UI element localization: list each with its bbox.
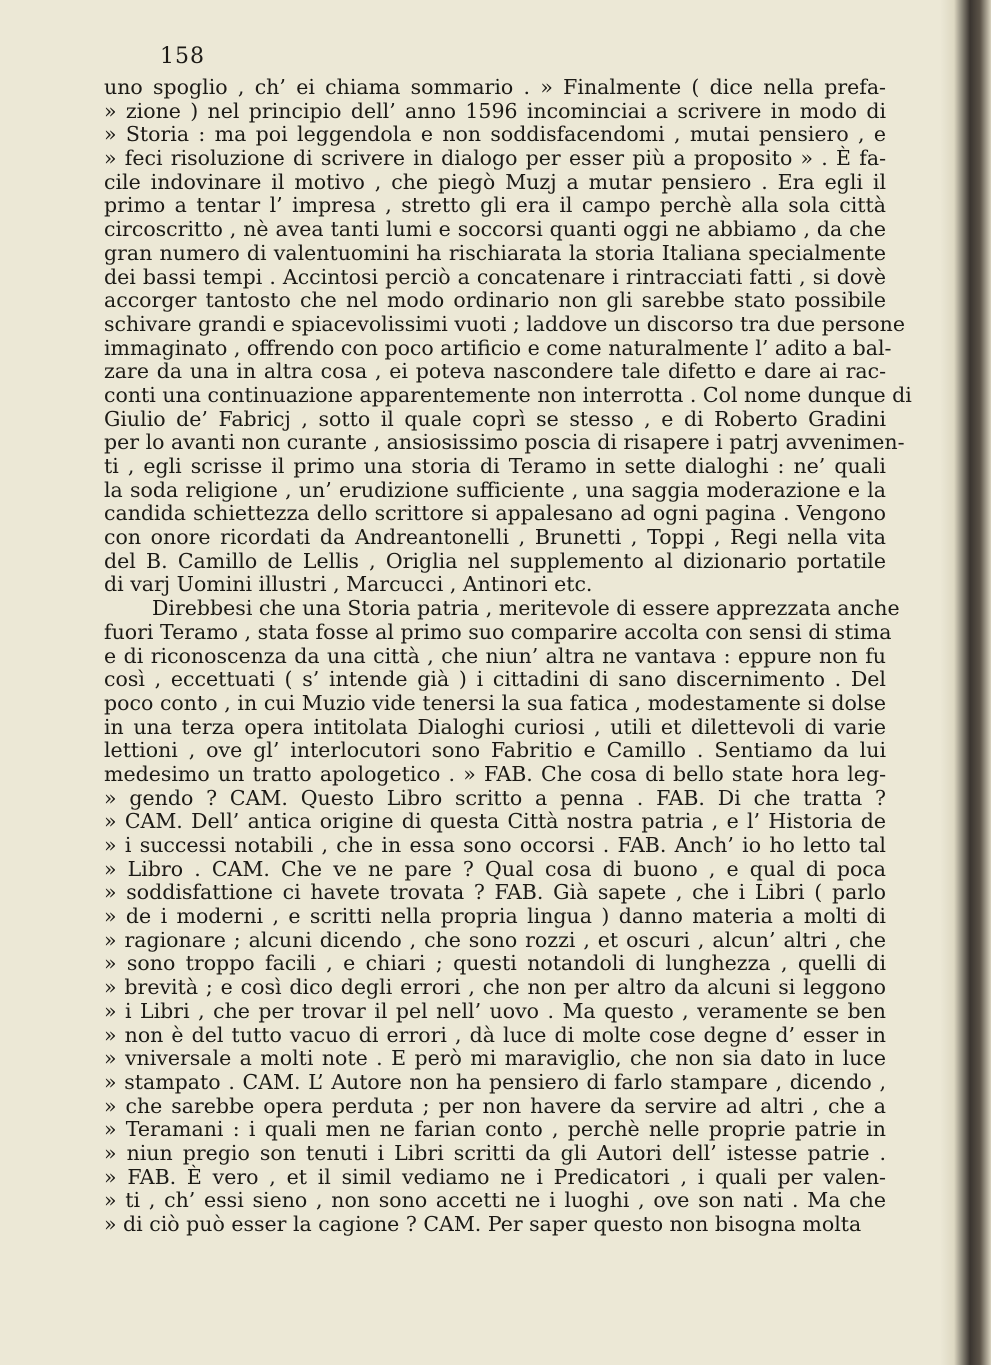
text-line: circoscritto , nè avea tanti lumi e soccorsi quanti oggi ne abbiamo , da che [104, 217, 886, 242]
text-line: cile indovinare il motivo , che piegò Muzj a mutar pensiero . Era egli il [104, 169, 886, 194]
text-line: ti , egli scrisse il primo una storia di Teramo in sette dialoghi : ne’ quali [104, 454, 886, 478]
text-line: » sono troppo facili , e chiari ; questi notandoli di lunghezza , quelli di [104, 951, 886, 976]
text-line: e di riconoscenza da una città , che niun’ altra ne vantava : eppure non fu [104, 643, 886, 668]
text-line: » stampato . CAM. L’ Autore non ha pensiero di farlo stampare , dicendo , [104, 1069, 886, 1094]
text-line: in una terza opera intitolata Dialoghi curiosi , utili et dilettevoli di varie [104, 714, 886, 739]
text-line: con onore ricordati da Andreantonelli , Brunetti , Toppi , Regi nella vita [104, 525, 886, 550]
text-line: di varj Uomini illustri , Marcucci , Antinori etc. [104, 572, 593, 597]
text-line: così , eccettuati ( s’ intende già ) i cittadini di sano discernimento . Del [104, 667, 886, 692]
text-line: » feci risoluzione di scrivere in dialogo per esser più a proposito » . È fa- [104, 146, 886, 171]
text-line: » Libro . CAM. Che ve ne pare ? Qual cosa di buono , e qual di poca [104, 856, 886, 881]
text-line: » CAM. Dell’ antica origine di questa Città nostra patria , e l’ Historia de [104, 809, 886, 834]
text-line: uno spoglio , ch’ ei chiama sommario . » Finalmente ( dice nella prefa- [104, 75, 886, 99]
text-line: » gendo ? CAM. Questo Libro scritto a penna . FAB. Di che tratta ? [104, 785, 886, 810]
text-line: » di ciò può esser la cagione ? CAM. Per saper questo non bisogna molta [104, 1212, 862, 1236]
text-line: lettioni , ove gl’ interlocutori sono Fabritio e Camillo . Sentiamo da lui [104, 738, 886, 763]
text-line: del B. Camillo de Lellis , Origlia nel supplemento al dizionario portatile [104, 548, 886, 573]
text-line: gran numero di valentuomini ha rischiarata la storia Italiana specialmente [104, 240, 886, 265]
page-binding-edge [940, 0, 991, 1365]
text-line: » zione ) nel principio dell’ anno 1596 incominciai a scrivere in modo di [104, 98, 886, 123]
text-line: conti una continuazione apparentemente non interrotta . Col nome dunque di [104, 382, 912, 407]
text-line: » brevità ; e così dico degli errori , che non per altro da alcuni si leggono [104, 975, 886, 1000]
text-line: » FAB. È vero , et il simil vediamo ne i Predicatori , i quali per valen- [104, 1164, 886, 1189]
text-line: schivare grandi e spiacevolissimi vuoti ; laddove un discorso tra due persone [104, 311, 905, 336]
text-line: primo a tentar l’ impresa , stretto gli era il campo perchè alla sola città [104, 193, 886, 218]
text-line: zare da una in altra cosa , ei poteva nascondere tale difetto e dare ai rac- [104, 359, 886, 384]
text-line: » vniversale a molti note . E però mi maraviglio, che non sia dato in luce [104, 1046, 886, 1071]
text-line: » niun pregio son tenuti i Libri scritti da gli Autori dell’ istesse patrie . [104, 1140, 886, 1165]
text-line: dei bassi tempi . Accintosi perciò a concatenare i rintracciati fatti , si dovè [104, 264, 886, 289]
text-line: » non è del tutto vacuo di errori , dà luce di molte cose degne d’ esser in [104, 1022, 886, 1047]
text-line: » ragionare ; alcuni dicendo , che sono rozzi , et oscuri , alcun’ altri , che [104, 927, 886, 952]
text-line: Direbbesi che una Storia patria , meritevole di essere apprezzata anche [152, 596, 900, 621]
text-line: medesimo un tratto apologetico . » FAB. Che cosa di bello state hora leg- [104, 761, 886, 786]
text-line: poco conto , in cui Muzio vide tenersi la sua fatica , modestamente si dolse [104, 690, 886, 715]
text-line: fuori Teramo , stata fosse al primo suo comparire accolta con sensi di stima [104, 619, 892, 644]
text-line: » Storia : ma poi leggendola e non soddisfacendomi , mutai pensiero , e [104, 122, 886, 147]
page-number: 158 [160, 44, 205, 69]
body-text [104, 75, 912, 1237]
text-line: la soda religione , un’ erudizione sufficiente , una saggia moderazione e la [104, 477, 886, 502]
text-line: » Teramani : i quali men ne farian conto , perchè nelle proprie patrie in [104, 1117, 886, 1142]
text-line: » ti , ch’ essi sieno , non sono accetti ne i luoghi , ove son nati . Ma che [104, 1188, 886, 1213]
text-line: candida schiettezza dello scrittore si appalesano ad ogni pagina . Vengono [104, 501, 886, 526]
text-line: » soddisfattione ci havete trovata ? FAB. Già sapete , che i Libri ( parlo [104, 880, 886, 905]
text-line: » che sarebbe opera perduta ; per non havere da servire ad altri , che a [104, 1093, 886, 1118]
text-line: » i successi notabili , che in essa sono occorsi . FAB. Anch’ io ho letto tal [104, 833, 886, 857]
text-line: accorger tantosto che nel modo ordinario non gli sarebbe stato possibile [104, 288, 886, 313]
text-line: immaginato , offrendo con poco artificio e come naturalmente l’ adito a bal- [104, 335, 892, 360]
text-line: » i Libri , che per trovar il pel nell’ uovo . Ma questo , veramente se ben [104, 998, 886, 1023]
text-line: per lo avanti non curante , ansiosissimo poscia di risapere i patrj avvenimen- [104, 430, 905, 455]
text-line: » de i moderni , e scritti nella propria lingua ) danno materia a molti di [104, 904, 886, 929]
text-line: Giulio de’ Fabricj , sotto il quale coprì se stesso , e di Roberto Gradini [104, 406, 886, 431]
